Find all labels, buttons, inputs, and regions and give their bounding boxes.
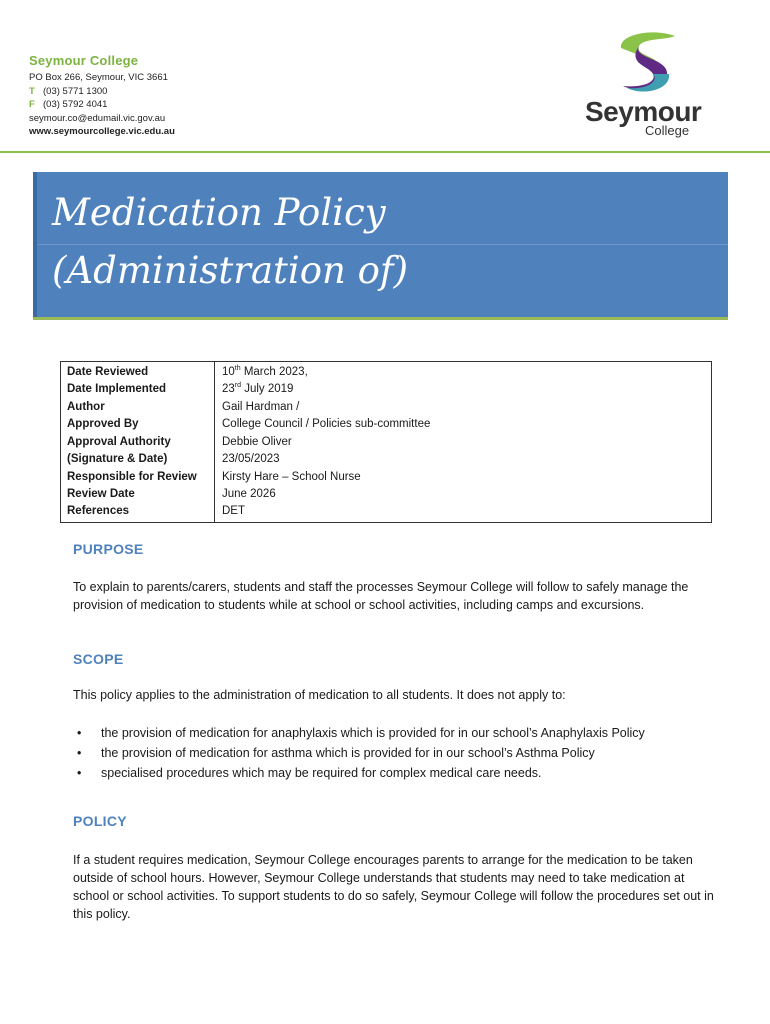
row-label: References bbox=[67, 505, 130, 517]
scope-intro: This policy applies to the administration of medication to all students. It does not apply to: bbox=[73, 688, 566, 702]
row-label: Date Reviewed bbox=[67, 366, 149, 378]
row-value: June 2026 bbox=[222, 488, 276, 500]
row-label: Approved By bbox=[67, 418, 139, 430]
list-item: • the provision of medication for asthma which is provided for in our school’s Asthma Policy bbox=[77, 746, 595, 760]
banner-bottom-rule bbox=[33, 317, 728, 320]
row-value: College Council / Policies sub-committee bbox=[222, 418, 431, 430]
row-label: Approval Authority bbox=[67, 435, 171, 448]
fax-number: (03) 5792 4041 bbox=[43, 99, 108, 110]
purpose-text: To explain to parents/carers, students and staff the processes Seymour College will follow to safely manage the provision of medication to students while at school or school activities, including camps and excursions. bbox=[73, 580, 689, 612]
bullet-icon: • bbox=[77, 746, 82, 760]
list-item: • specialised procedures which may be required for complex medical care needs. bbox=[77, 766, 542, 780]
row-label: Author bbox=[67, 400, 105, 413]
scope-heading: SCOPE bbox=[73, 651, 124, 667]
bullet-icon: • bbox=[77, 726, 82, 740]
email: seymour.co@edumail.vic.gov.au bbox=[29, 112, 166, 124]
row-value: Kirsty Hare – School Nurse bbox=[222, 470, 361, 483]
phone-number: (03) 5771 1300 bbox=[43, 85, 108, 97]
website: www.seymourcollege.vic.edu.au bbox=[29, 126, 175, 137]
policy-text: If a student requires medication, Seymour College encourages parents to arrange for the medication to be taken outside of school hours. However, Seymour College understands that students may need to take medication at school or school activities. To support students to do so safely, Seymour College will follow the procedures set out in this policy. bbox=[73, 853, 714, 921]
list-item: • the provision of medication for anaphylaxis which is provided for in our school’s Anaphylaxis Policy bbox=[77, 726, 645, 740]
fax-label: F bbox=[29, 99, 35, 110]
address: PO Box 266, Seymour, VIC 3661 bbox=[29, 72, 168, 83]
row-label: Date Implemented bbox=[67, 383, 167, 395]
document-title-line1: Medication Policy bbox=[52, 191, 386, 234]
phone-label: T bbox=[29, 85, 35, 97]
bullet-icon: • bbox=[77, 766, 82, 780]
scope-exclusions-list bbox=[73, 724, 718, 784]
row-value: DET bbox=[222, 505, 245, 517]
logo-subtitle: College bbox=[645, 123, 690, 138]
row-value: 23rd July 2019 bbox=[222, 382, 294, 395]
school-name: Seymour College bbox=[29, 53, 139, 68]
document-title-line2: (Administration of) bbox=[52, 249, 408, 292]
phone-line bbox=[29, 85, 175, 99]
purpose-heading: PURPOSE bbox=[73, 541, 144, 557]
logo-s-icon bbox=[613, 28, 683, 96]
row-label: Review Date bbox=[67, 488, 135, 500]
row-label: Responsible for Review bbox=[67, 470, 197, 483]
policy-info-table bbox=[60, 361, 712, 523]
table-column-divider bbox=[214, 362, 215, 522]
row-value: 10th March 2023, bbox=[222, 365, 308, 378]
college-logo bbox=[583, 28, 713, 138]
header-divider bbox=[0, 151, 770, 153]
row-value: Gail Hardman / bbox=[222, 400, 300, 413]
contact-block bbox=[29, 53, 175, 139]
row-value: Debbie Oliver bbox=[222, 435, 292, 448]
logo-wordmark: Seymour bbox=[585, 96, 702, 127]
policy-heading: POLICY bbox=[73, 813, 127, 829]
banner-inner-rule bbox=[38, 244, 728, 245]
fax-line bbox=[29, 98, 175, 112]
banner-left-edge bbox=[33, 172, 37, 319]
row-label: (Signature & Date) bbox=[67, 453, 168, 465]
row-value: 23/05/2023 bbox=[222, 453, 280, 465]
